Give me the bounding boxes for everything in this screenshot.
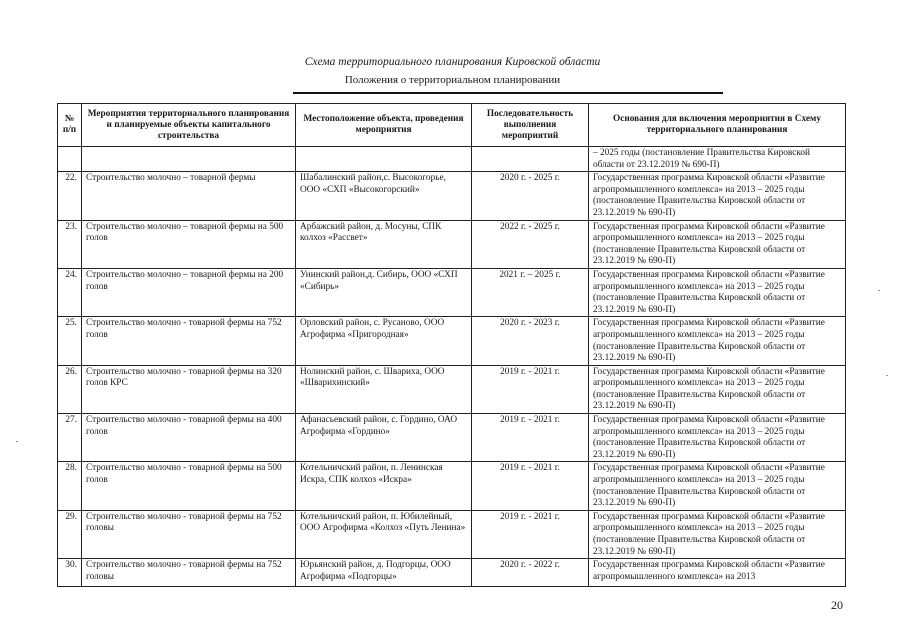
table-row	[58, 317, 846, 365]
cell-event: Строительство молочно – товарной фермы на 500 голов	[82, 220, 296, 268]
cell-location: Котельничский район, п. Юбилейный, ООО Агрофирма «Колхоз «Путь Ленина»	[296, 510, 472, 558]
cell-num: 24.	[58, 268, 82, 316]
scan-speck	[16, 441, 18, 442]
cell-event: Строительство молочно – товарной фермы на 200 голов	[82, 268, 296, 316]
table-row	[58, 510, 846, 558]
cell-event: Строительство молочно - товарной фермы на 752 голов	[82, 317, 296, 365]
cell-num: 29.	[58, 510, 82, 558]
table-row	[58, 414, 846, 462]
cell-event: Строительство молочно - товарной фермы на 320 голов КРС	[82, 365, 296, 413]
cell-location	[296, 147, 472, 172]
cell-num: 30.	[58, 559, 82, 587]
document-subtitle: Положения о территориальном планировании	[344, 74, 561, 86]
cell-period: 2021 г. – 2025 г.	[472, 268, 589, 316]
table-row	[58, 462, 846, 510]
cell-location: Юрьянский район, д. Подгорцы, ООО Агрофирма «Подгорцы»	[296, 559, 472, 587]
cell-event: Строительство молочно - товарной фермы на 500 голов	[82, 462, 296, 510]
cell-period: 2022 г. - 2025 г.	[472, 220, 589, 268]
table-header-row	[58, 104, 846, 147]
header-event: Мероприятия территориального планирования и планируемые объекты капитального строительства	[82, 104, 296, 147]
cell-location: Арбажский район, д. Мосуны, СПК колхоз «Рассвет»	[296, 220, 472, 268]
table-row	[58, 268, 846, 316]
table-row	[58, 172, 846, 220]
cell-location: Афанасьевский район, с. Гордино, ОАО Агрофирма «Гордино»	[296, 414, 472, 462]
table-row	[58, 220, 846, 268]
cell-event: Строительство молочно - товарной фермы на 752 головы	[82, 559, 296, 587]
cell-event: Строительство молочно - товарной фермы на 752 головы	[82, 510, 296, 558]
cell-basis: Государственная программа Кировской области «Развитие агропромышленного комплекса» на 2013 – 2025 годы (постановление Правительства Кировской области от 23.12.2019 № 690-П)	[589, 317, 846, 365]
cell-period	[472, 147, 589, 172]
cell-location: Унинский район,д. Сибирь, ООО «СХП «Сибирь»	[296, 268, 472, 316]
cell-event	[82, 147, 296, 172]
header-num: № п/п	[58, 104, 82, 147]
cell-location: Котельничский район, п. Ленинская Искра, СПК колхоз «Искра»	[296, 462, 472, 510]
cell-period: 2020 г. - 2022 г.	[472, 559, 589, 587]
cell-num: 28.	[58, 462, 82, 510]
cell-location: Нолинский район, с. Шварихa, ООО «Шварихинский»	[296, 365, 472, 413]
cell-period: 2020 г. - 2025 г.	[472, 172, 589, 220]
cell-basis: Государственная программа Кировской области «Развитие агропромышленного комплекса» на 2013 – 2025 годы (постановление Правительства Кировской области от 23.12.2019 № 690-П)	[589, 268, 846, 316]
page-number: 20	[831, 598, 843, 612]
cell-num	[58, 147, 82, 172]
cell-basis: Государственная программа Кировской области «Развитие агропромышленного комплекса» на 2013 – 2025 годы (постановление Правительства Кировской области от 23.12.2019 № 690-П)	[589, 510, 846, 558]
cell-basis: Государственная программа Кировской области «Развитие агропромышленного комплекса» на 2013 – 2025 годы (постановление Правительства Кировской области от 23.12.2019 № 690-П)	[589, 462, 846, 510]
table-row	[58, 559, 846, 587]
cell-num: 25.	[58, 317, 82, 365]
header-location: Местоположение объекта, проведения мероприятия	[296, 104, 472, 147]
cell-period: 2019 г. - 2021 г.	[472, 510, 589, 558]
cell-period: 2019 г. - 2021 г.	[472, 462, 589, 510]
scan-speck	[878, 290, 880, 291]
cell-basis: Государственная программа Кировской области «Развитие агропромышленного комплекса» на 2013 – 2025 годы (постановление Правительства Кировской области от 23.12.2019 № 690-П)	[589, 220, 846, 268]
cell-event: Строительство молочно - товарной фермы на 400 голов	[82, 414, 296, 462]
cell-location: Шабалинский район,с. Высокогорье, ООО «СХП «Высокогорский»	[296, 172, 472, 220]
cell-basis: Государственная программа Кировской области «Развитие агропромышленного комплекса» на 2013 – 2025 годы (постановление Правительства Кировской области от 23.12.2019 № 690-П)	[589, 172, 846, 220]
cell-num: 27.	[58, 414, 82, 462]
table-row	[58, 365, 846, 413]
table-row-continuation	[58, 147, 846, 172]
cell-basis: Государственная программа Кировской области «Развитие агропромышленного комплекса» на 2013 – 2025 годы (постановление Правительства Кировской области от 23.12.2019 № 690-П)	[589, 365, 846, 413]
title-underline	[293, 92, 723, 94]
cell-num: 22.	[58, 172, 82, 220]
planning-table	[57, 103, 846, 587]
cell-basis: – 2025 годы (постановление Правительства Кировской области от 23.12.2019 № 690-П)	[589, 147, 846, 172]
scan-speck	[886, 375, 888, 376]
header-basis: Основания для включения мероприятия в Схему территориального планирования	[589, 104, 846, 147]
cell-period: 2020 г. - 2023 г.	[472, 317, 589, 365]
cell-num: 23.	[58, 220, 82, 268]
cell-location: Орловский район, с. Русаново, ООО Агрофирма «Пригородная»	[296, 317, 472, 365]
cell-basis: Государственная программа Кировской области «Развитие агропромышленного комплекса» на 2013 – 2025 годы (постановление Правительства Кировской области от 23.12.2019 № 690-П)	[589, 414, 846, 462]
document-title: Схема территориального планирования Кировской области	[304, 56, 601, 68]
cell-event: Строительство молочно – товарной фермы	[82, 172, 296, 220]
cell-period: 2019 г. - 2021 г.	[472, 414, 589, 462]
header-period: Последовательность выполнения мероприятий	[472, 104, 589, 147]
cell-period: 2019 г. - 2021 г.	[472, 365, 589, 413]
cell-basis: Государственная программа Кировской области «Развитие агропромышленного комплекса» на 2013	[589, 559, 846, 587]
cell-num: 26.	[58, 365, 82, 413]
